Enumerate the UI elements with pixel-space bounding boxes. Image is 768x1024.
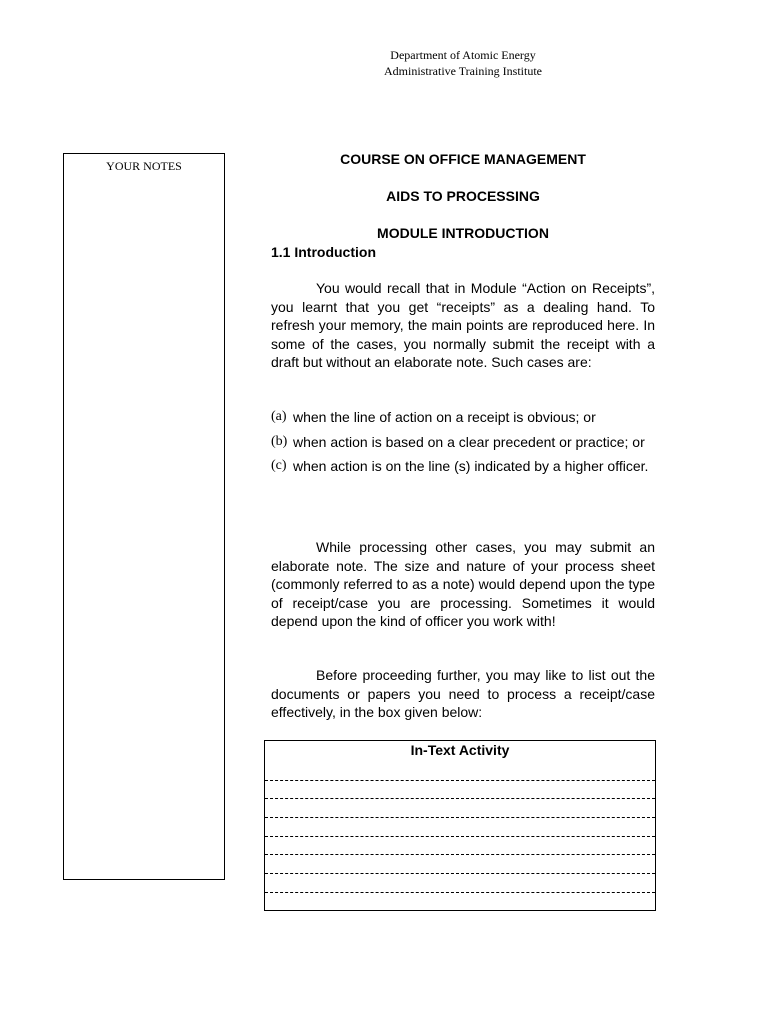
list-text: when action is based on a clear precedent or practice; or (293, 433, 645, 450)
writing-line[interactable] (265, 855, 655, 874)
module-title: MODULE INTRODUCTION (377, 225, 549, 241)
paragraph-receipts (271, 279, 655, 372)
section-heading: 1.1 Introduction (271, 244, 376, 260)
paragraph-processing (271, 538, 655, 631)
paragraph-documents (271, 666, 655, 722)
notes-box (63, 153, 225, 880)
writing-line[interactable] (265, 818, 655, 837)
paragraph-receipts-text: You would recall that in Module “Action on Receipts”, you learnt that you get “receipts” as a dealing hand. To refresh your memory, the main points are reproduced here. In some of the cases, you normally submit the receipt with a draft but without an elaborate note. Such cases are: (271, 280, 655, 370)
list-marker: (c) (271, 458, 287, 473)
institute-name: Administrative Training Institute (384, 64, 542, 78)
notes-title: YOUR NOTES (106, 159, 182, 173)
department-name: Department of Atomic Energy (390, 48, 536, 62)
writing-line[interactable] (265, 893, 655, 911)
subject-title: AIDS TO PROCESSING (386, 188, 540, 204)
activity-title: In-Text Activity (410, 742, 510, 758)
paragraph-documents-text: Before proceeding further, you may like to list out the documents or papers you need to process a receipt/case effectively, in the box given below: (271, 667, 655, 720)
writing-line[interactable] (265, 762, 655, 781)
list-item (271, 433, 655, 452)
list-marker: (a) (271, 409, 287, 424)
writing-line[interactable] (265, 781, 655, 800)
list-item (271, 408, 655, 427)
cases-list (271, 408, 655, 482)
document-header (313, 47, 613, 79)
list-marker: (b) (271, 433, 288, 449)
course-title: COURSE ON OFFICE MANAGEMENT (340, 151, 586, 167)
list-item (271, 457, 655, 476)
writing-line[interactable] (265, 799, 655, 818)
in-text-activity-box (264, 740, 656, 911)
list-text: when action is on the line (s) indicated by a higher officer. (293, 458, 649, 474)
paragraph-processing-text: While processing other cases, you may submit an elaborate note. The size and nature of your process sheet (commonly referred to as a note) would depend upon the type of receipt/case you are processing. Sometimes it would depend upon the kind of officer you work with! (271, 539, 655, 629)
list-text: when the line of action on a receipt is obvious; or (293, 409, 596, 425)
writing-line[interactable] (265, 837, 655, 856)
writing-line[interactable] (265, 874, 655, 893)
